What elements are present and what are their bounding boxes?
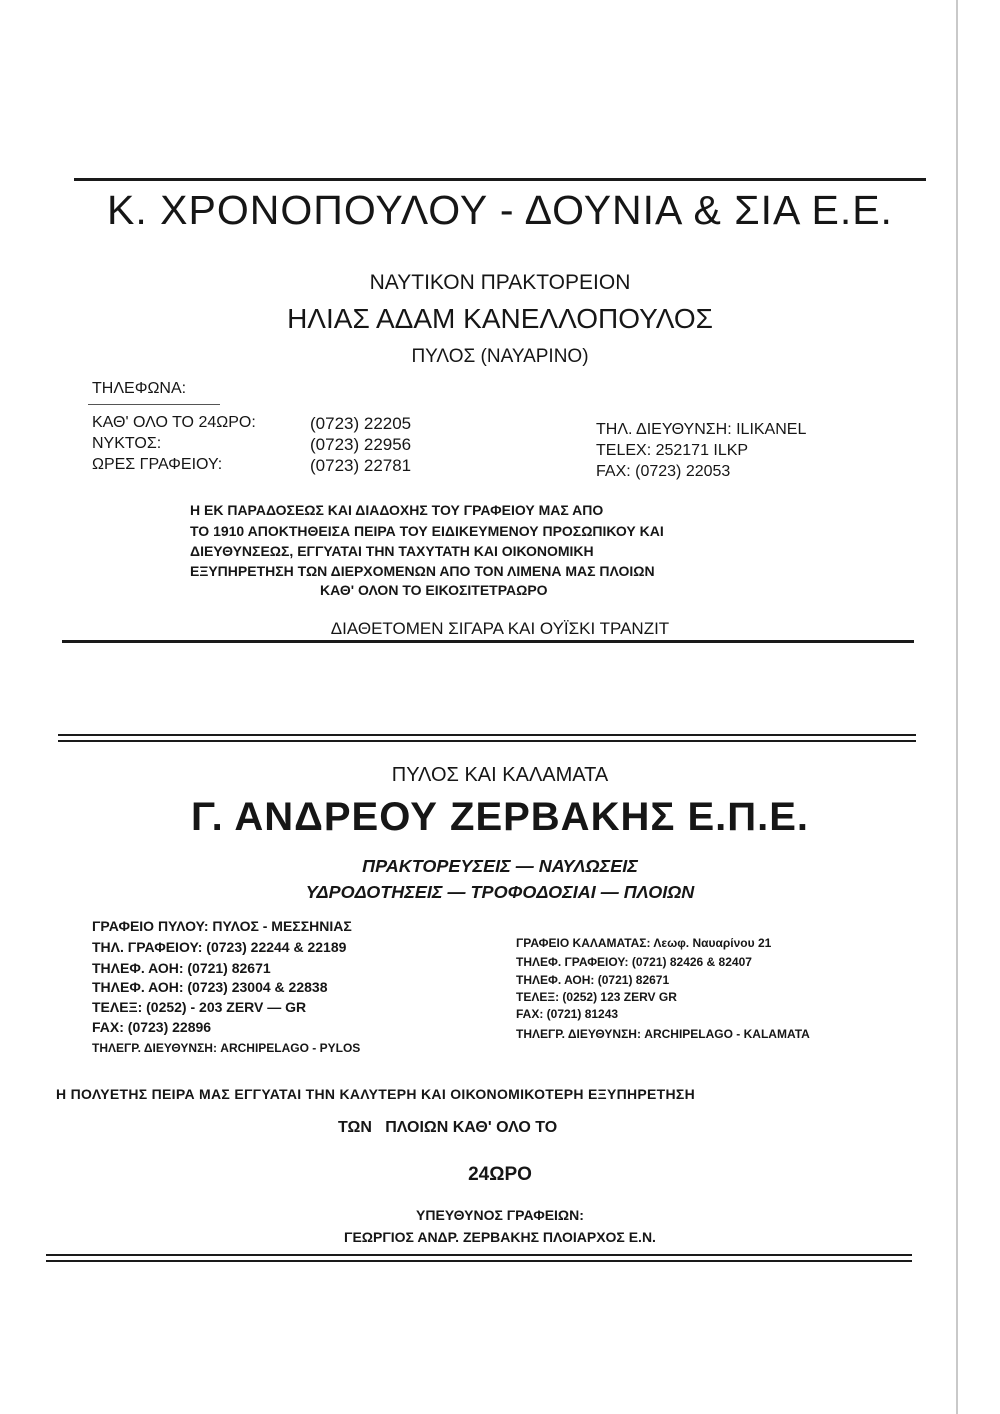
- ad1-description-line: Η ΕΚ ΠΑΡΑΔΟΣΕΩΣ ΚΑΙ ΔΙΑΔΟΧΗΣ ΤΟΥ ΓΡΑΦΕΙΟΥ ΜΑΣ ΑΠΟ: [190, 502, 604, 518]
- ad1-phone-number: (0723) 22956: [310, 435, 412, 454]
- ad1-description-line: ΕΞΥΠΗΡΕΤΗΣΗ ΤΩΝ ΔΙΕΡΧΟΜΕΝΩΝ ΑΠΟ ΤΟΝ ΛΙΜΕΝΑ ΜΑΣ ΠΛΟΙΩΝ: [190, 563, 655, 579]
- ad1-phones-underline: [88, 404, 220, 405]
- ad2-bottom-rule: [46, 1260, 912, 1262]
- ad2-top-rule: [58, 740, 916, 742]
- ad2-pylos-line: ΤΗΛΕΓΡ. ΔΙΕΥΘΥΝΣΗ: ARCHIPELAGO - PYLOS: [92, 1041, 361, 1055]
- ad1-top-rule: [74, 178, 926, 181]
- ad1-description-line: ΔΙΕΥΘΥΝΣΕΩΣ, ΕΓΓΥΑΤΑΙ ΤΗΝ ΤΑΧΥΤΑΤΗ ΚΑΙ ΟΙΚΟΝΟΜΙΚΗ: [190, 543, 594, 559]
- ad1-description-line: ΚΑΘ' ΟΛΟΝ ΤΟ ΕΙΚΟΣΙΤΕΤΡΑΩΡΟ: [320, 582, 548, 598]
- ad1-description-line: ΤΟ 1910 ΑΠΟΚΤΗΘΕΙΣΑ ΠΕΙΡΑ ΤΟΥ ΕΙΔΙΚΕΥΜΕΝΟΥ ΠΡΟΣΩΠΙΚΟΥ ΚΑΙ: [190, 523, 664, 539]
- ad2-services-line: ΥΔΡΟΔΟΤΗΣΕΙΣ — ΤΡΟΦΟΔΟΣΙΑΙ — ΠΛΟΙΩΝ: [305, 882, 695, 902]
- ad2-responsible-label: ΥΠΕΥΘΥΝΟΣ ΓΡΑΦΕΙΩΝ:: [416, 1207, 584, 1223]
- ad1-bottom-rule: [62, 640, 914, 643]
- ad2-slogan-24h: 24ΩΡΟ: [468, 1164, 532, 1185]
- ad2-kalamata-line: ΓΡΑΦΕΙΟ ΚΑΛΑΜΑΤΑΣ: Λεωφ. Ναυαρίνου 21: [516, 936, 772, 950]
- ad2-top-rule: [58, 734, 916, 736]
- ad2-pylos-line: ΤΗΛΕΦ. ΑΟΗ: (0723) 23004 & 22838: [92, 979, 328, 995]
- ad2-pylos-line: ΓΡΑΦΕΙΟ ΠΥΛΟΥ: ΠΥΛΟΣ - ΜΕΣΣΗΝΙΑΣ: [92, 918, 352, 934]
- ad1-phones-heading: ΤΗΛΕΦΩΝΑ:: [92, 380, 187, 397]
- ad2-kalamata-line: ΤΗΛΕΓΡ. ΔΙΕΥΘΥΝΣΗ: ARCHIPELAGO - KALAMATA: [516, 1027, 810, 1041]
- ad2-kalamata-line: ΤΗΛΕΦ. ΑΟΗ: (0721) 82671: [516, 973, 670, 987]
- ad2-pylos-line: FAX: (0723) 22896: [92, 1019, 212, 1035]
- ad1-phone-label: ΩΡΕΣ ΓΡΑΦΕΙΟΥ:: [92, 456, 223, 473]
- ad2-responsible-name: ΓΕΩΡΓΙΟΣ ΑΝΔΡ. ΖΕΡΒΑΚΗΣ ΠΛΟΙΑΡΧΟΣ Ε.Ν.: [344, 1229, 656, 1245]
- ad2-location: ΠΥΛΟΣ ΚΑΙ ΚΑΛΑΜΑΤΑ: [391, 764, 609, 786]
- ad2-slogan-line2: ΤΩΝ ΠΛΟΙΩΝ ΚΑΘ' ΟΛΟ ΤΟ: [338, 1119, 558, 1136]
- ad2-pylos-line: ΤΗΛ. ΓΡΑΦΕΙΟΥ: (0723) 22244 & 22189: [92, 939, 347, 955]
- ad1-phone-label: ΝΥΚΤΟΣ:: [92, 435, 162, 452]
- ad1-location: ΠΥΛΟΣ (ΝΑΥΑΡΙΝΟ): [411, 346, 589, 367]
- ad1-phone-label: ΚΑΘ' ΟΛΟ ΤΟ 24ΩΡΟ:: [92, 414, 256, 431]
- ad2-pylos-line: ΤΕΛΕΞ: (0252) - 203 ZERV — GR: [92, 999, 307, 1015]
- ad1-agent-name: ΗΛΙΑΣ ΑΔΑΜ ΚΑΝΕΛΛΟΠΟΥΛΟΣ: [287, 303, 713, 334]
- ad1-fax: FAX: (0723) 22053: [596, 463, 731, 480]
- ad1-phone-number: (0723) 22781: [310, 456, 412, 475]
- ad1-telegraph-address: ΤΗΛ. ΔΙΕΥΘΥΝΣΗ: ILIKANEL: [596, 421, 807, 438]
- ad2-pylos-line: ΤΗΛΕΦ. ΑΟΗ: (0721) 82671: [92, 960, 271, 976]
- ad1-company-title: Κ. ΧΡΟΝΟΠΟΥΛΟΥ - ΔΟΥΝΙΑ & ΣΙΑ Ε.Ε.: [107, 187, 893, 233]
- ad2-company-title: Γ. ΑΝΔΡΕΟΥ ΖΕΡΒΑΚΗΣ Ε.Π.Ε.: [190, 795, 810, 839]
- ad1-telex: TELEX: 252171 ILKP: [596, 442, 749, 459]
- ad2-bottom-rule: [46, 1254, 912, 1256]
- ad1-tagline: ΔΙΑΘΕΤΟΜΕΝ ΣΙΓΑΡΑ ΚΑΙ ΟΥΪΣΚΙ ΤΡΑΝΖΙΤ: [330, 619, 670, 638]
- ad2-services-line: ΠΡΑΚΤΟΡΕΥΣΕΙΣ — ΝΑΥΛΩΣΕΙΣ: [362, 856, 638, 876]
- ad1-agency-type: ΝΑΥΤΙΚΟΝ ΠΡΑΚΤΟΡΕΙΟΝ: [369, 271, 631, 294]
- ad2-kalamata-line: ΤΗΛΕΦ. ΓΡΑΦΕΙΟΥ: (0721) 82426 & 82407: [516, 955, 752, 969]
- ad2-kalamata-line: ΤΕΛΕΞ: (0252) 123 ZERV GR: [516, 990, 677, 1004]
- ad2-kalamata-line: FAX: (0721) 81243: [516, 1007, 619, 1021]
- ad2-slogan-line1: Η ΠΟΛΥΕΤΗΣ ΠΕΙΡΑ ΜΑΣ ΕΓΓΥΑΤΑΙ ΤΗΝ ΚΑΛΥΤΕΡΗ ΚΑΙ ΟΙΚΟΝΟΜΙΚΟΤΕΡΗ ΕΞΥΠΗΡΕΤΗΣΗ: [56, 1086, 696, 1102]
- ad1-phone-number: (0723) 22205: [310, 414, 412, 433]
